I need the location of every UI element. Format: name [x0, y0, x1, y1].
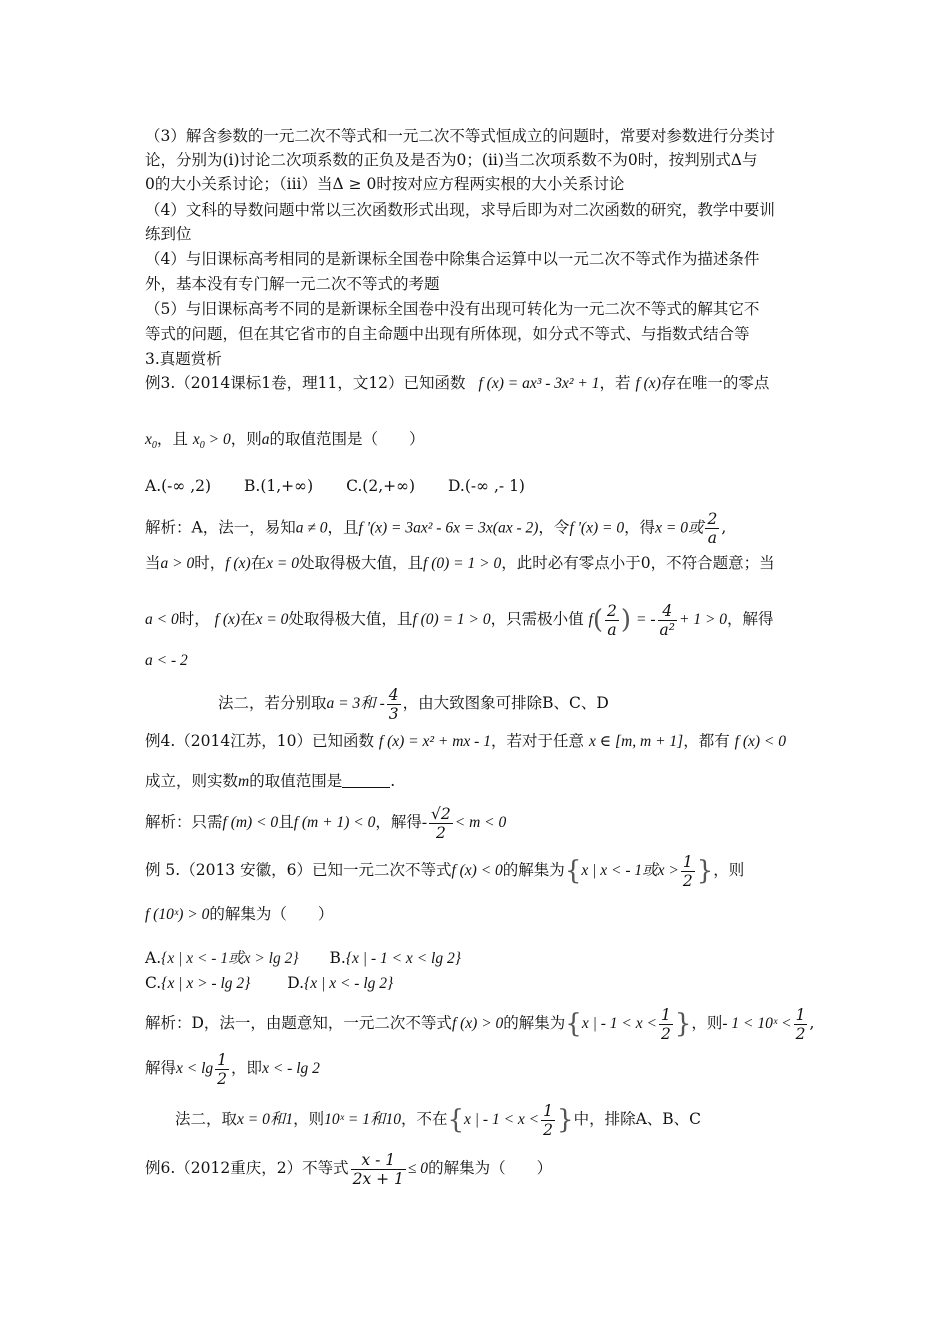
example-4-solution: 解析：只需f (m) < 0且f (m + 1) < 0，解得- $\frac{√2}{2}$ < m < 0 — [145, 804, 507, 842]
text-line: （3）解含参数的一元二次不等式和一元二次不等式恒成立的问题时，常要对参数进行分类讨 — [145, 127, 775, 145]
example-5-options-cd: C.{x | x > - lg 2} D.{x | x < - lg 2} — [145, 974, 394, 992]
example-4-stem: 例4.（2014江苏，10）已知函数 f (x) = x² + mx - 1，若对于任意 x ∈ [m, m + 1]，都有 f (x) < 0 — [145, 732, 786, 750]
text-line: （5）与旧课标高考不同的是新课标全国卷中没有出现可转化为一元二次不等式的解其它不 — [145, 300, 760, 318]
text-line: 论，分别为(i)讨论二次项系数的正负及是否为0；(ii)当二次项系数不为0时，按判别式Δ与 — [145, 151, 758, 169]
text-line: 外，基本没有专门解一元二次不等式的考题 — [145, 275, 440, 293]
example-6-stem: 例6.（2012重庆，2）不等式 $\frac{x - 1}{2x + 1}$ ≤ 0的解集为（ ） — [145, 1150, 553, 1188]
text-line: （4）与旧课标高考相同的是新课标全国卷中除集合运算中以一元二次不等式作为描述条件 — [145, 250, 760, 268]
answer-blank — [342, 773, 390, 788]
example-3-options: A.(-∞ ,2) B.(1,+∞) C.(2,+∞) D.(-∞ ,- 1) — [145, 477, 525, 495]
example-5-options-ab: A.{x | x < - 1或x > lg 2} B.{x | - 1 < x < lg 2} — [145, 949, 461, 967]
section-heading: 3.真题赏析 — [145, 350, 222, 368]
text-line: 练到位 — [145, 225, 192, 243]
example-5-method-2: 法二，取x = 0和1，则10ˣ = 1和10，不在{x | - 1 < x < $\frac{1}{2}$ }中，排除A、B、C — [175, 1101, 702, 1139]
example-3-solution-result: a < - 2 — [145, 652, 188, 669]
example-5-stem-cont: f (10ˣ) > 0的解集为（ ） — [145, 905, 334, 923]
example-3-stem-cont: $x_0$，且 $x_0 > 0$，则a的取值范围是（ ） — [145, 430, 425, 451]
text-line: 等式的问题，但在其它省市的自主命题中出现有所体现，如分式不等式、与指数式结合等 — [145, 325, 750, 343]
example-3-stem: 例3.（2014课标1卷，理11，文12）已知函数 f (x) = ax³ - 3x² + 1，若 f (x)存在唯一的零点 — [145, 374, 770, 392]
example-4-stem-cont: 成立，则实数m的取值范围是 . — [145, 772, 396, 790]
example-5-stem: 例 5.（2013 安徽，6）已知一元二次不等式f (x) < 0的解集为{x | x < - 1或x > $\frac{1}{2}$ }，则 — [145, 852, 745, 890]
example-3-solution-cont: a < 0时， f (x)在x = 0处取得极大值，且f (0) = 1 > 0，只需极小值 f( $\frac{2}{a}$ ) = - $\frac{4}{\text{a²}}$ + 1 > 0，解得 — [145, 601, 774, 639]
text-line: 0的大小关系讨论；（iii）当Δ ≥ 0时按对应方程两实根的大小关系讨论 — [145, 175, 625, 193]
example-5-solution-cont: 解得x < lg $\frac{1}{2}$ ，即x < - lg 2 — [145, 1050, 320, 1088]
text-line: （4）文科的导数问题中常以三次函数形式出现，求导后即为对二次函数的研究，教学中要训 — [145, 201, 775, 219]
example-3-solution-cont: 当a > 0时，f (x)在x = 0处取得极大值，且f (0) = 1 > 0，此时必有零点小于0，不符合题意；当 — [145, 554, 775, 572]
example-3-solution: 解析：A，法一，易知a ≠ 0，且f '(x) = 3ax² - 6x = 3x(ax - 2)，令f '(x) = 0，得x = 0或 $\frac{2}{a}$ , — [145, 510, 727, 547]
example-5-solution: 解析：D，法一，由题意知，一元二次不等式f (x) > 0的解集为{x | - 1 < x < $\frac{1}{2}$ }，则- 1 < 10ˣ < $\frac{1}{2}$ , — [145, 1005, 815, 1043]
example-3-method-2: 法二，若分别取a = 3和 - $\frac{4}{3}$ ，由大致图象可排除B、C、D — [218, 685, 609, 723]
